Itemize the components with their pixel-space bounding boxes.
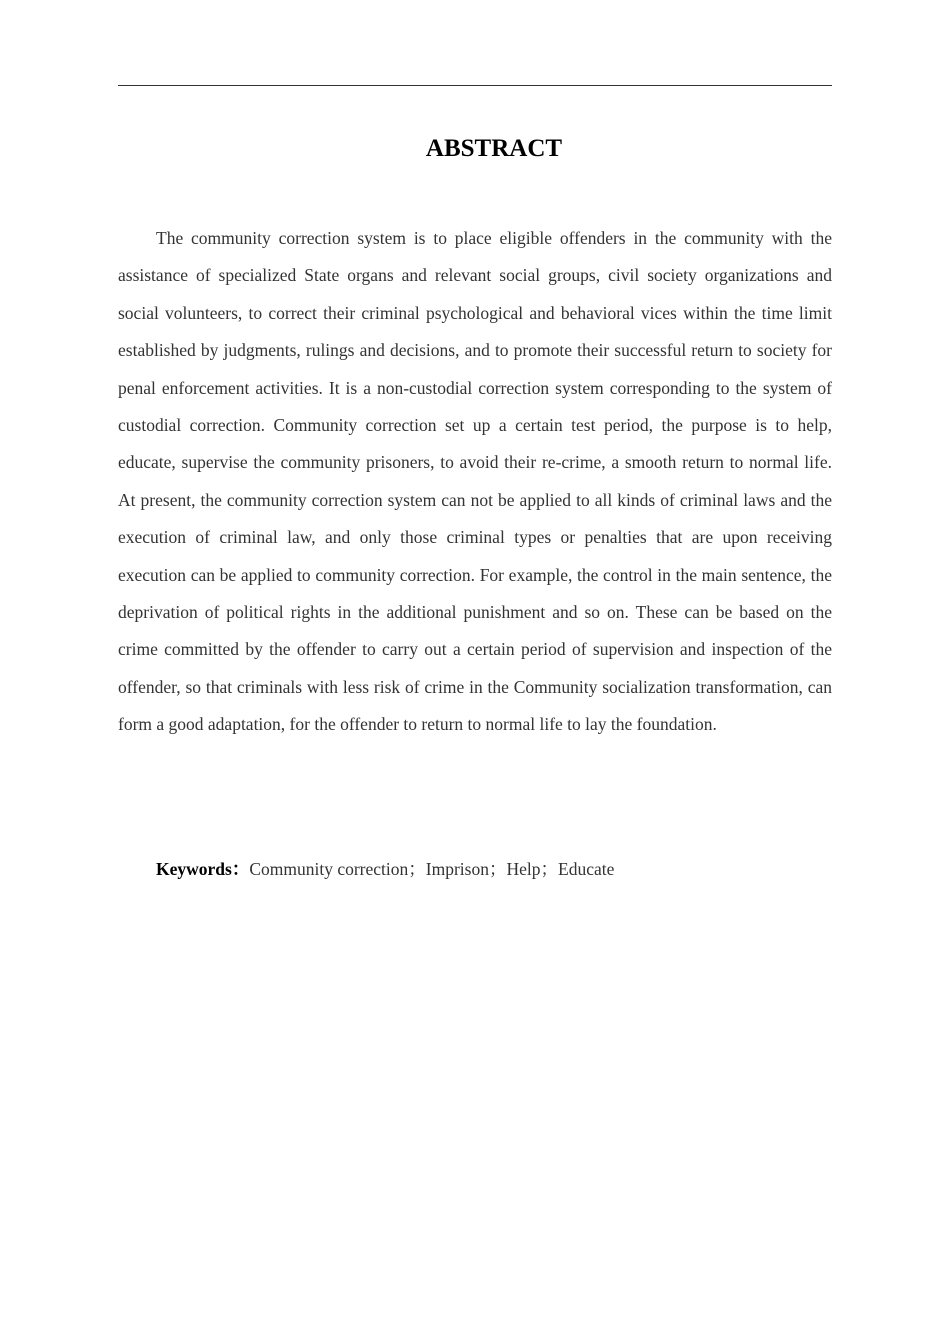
header-rule (118, 85, 832, 86)
keyword-item: Educate (558, 859, 615, 879)
keyword-item: Help； (506, 859, 558, 879)
keywords-line (156, 852, 832, 886)
abstract-title: ABSTRACT (425, 135, 563, 162)
keyword-item: Community correction； (249, 859, 426, 879)
keyword-item: Imprison； (425, 859, 507, 879)
keywords-label: Keywords： (156, 859, 250, 879)
abstract-body: The community correction system is to place eligible offenders in the community with the assistance of specialized State organs and relevant social groups, civil society organizations and social volunteers, to correct their criminal psychological and behavioral vices within the time limit established by judgments, rulings and decisions, and to promote their successful return to society for penal enforcement activities. It is a non-custodial correction system corresponding to the system of custodial correction. Community correction set up a certain test period, the purpose is to help, educate, supervise the community prisoners, to avoid their re-crime, a smooth return to normal life. At present, the community correction system can not be applied to all kinds of criminal laws and the execution of criminal law, and only those criminal types or penalties that are upon receiving execution can be applied to community correction. For example, the control in the main sentence, the deprivation of political rights in the additional punishment and so on. These can be based on the crime committed by the offender to carry out a certain period of supervision and inspection of the offender, so that criminals with less risk of crime in the Community socialization transformation, can form a good adaptation, for the offender to return to normal life to lay the foundation. (118, 228, 832, 735)
